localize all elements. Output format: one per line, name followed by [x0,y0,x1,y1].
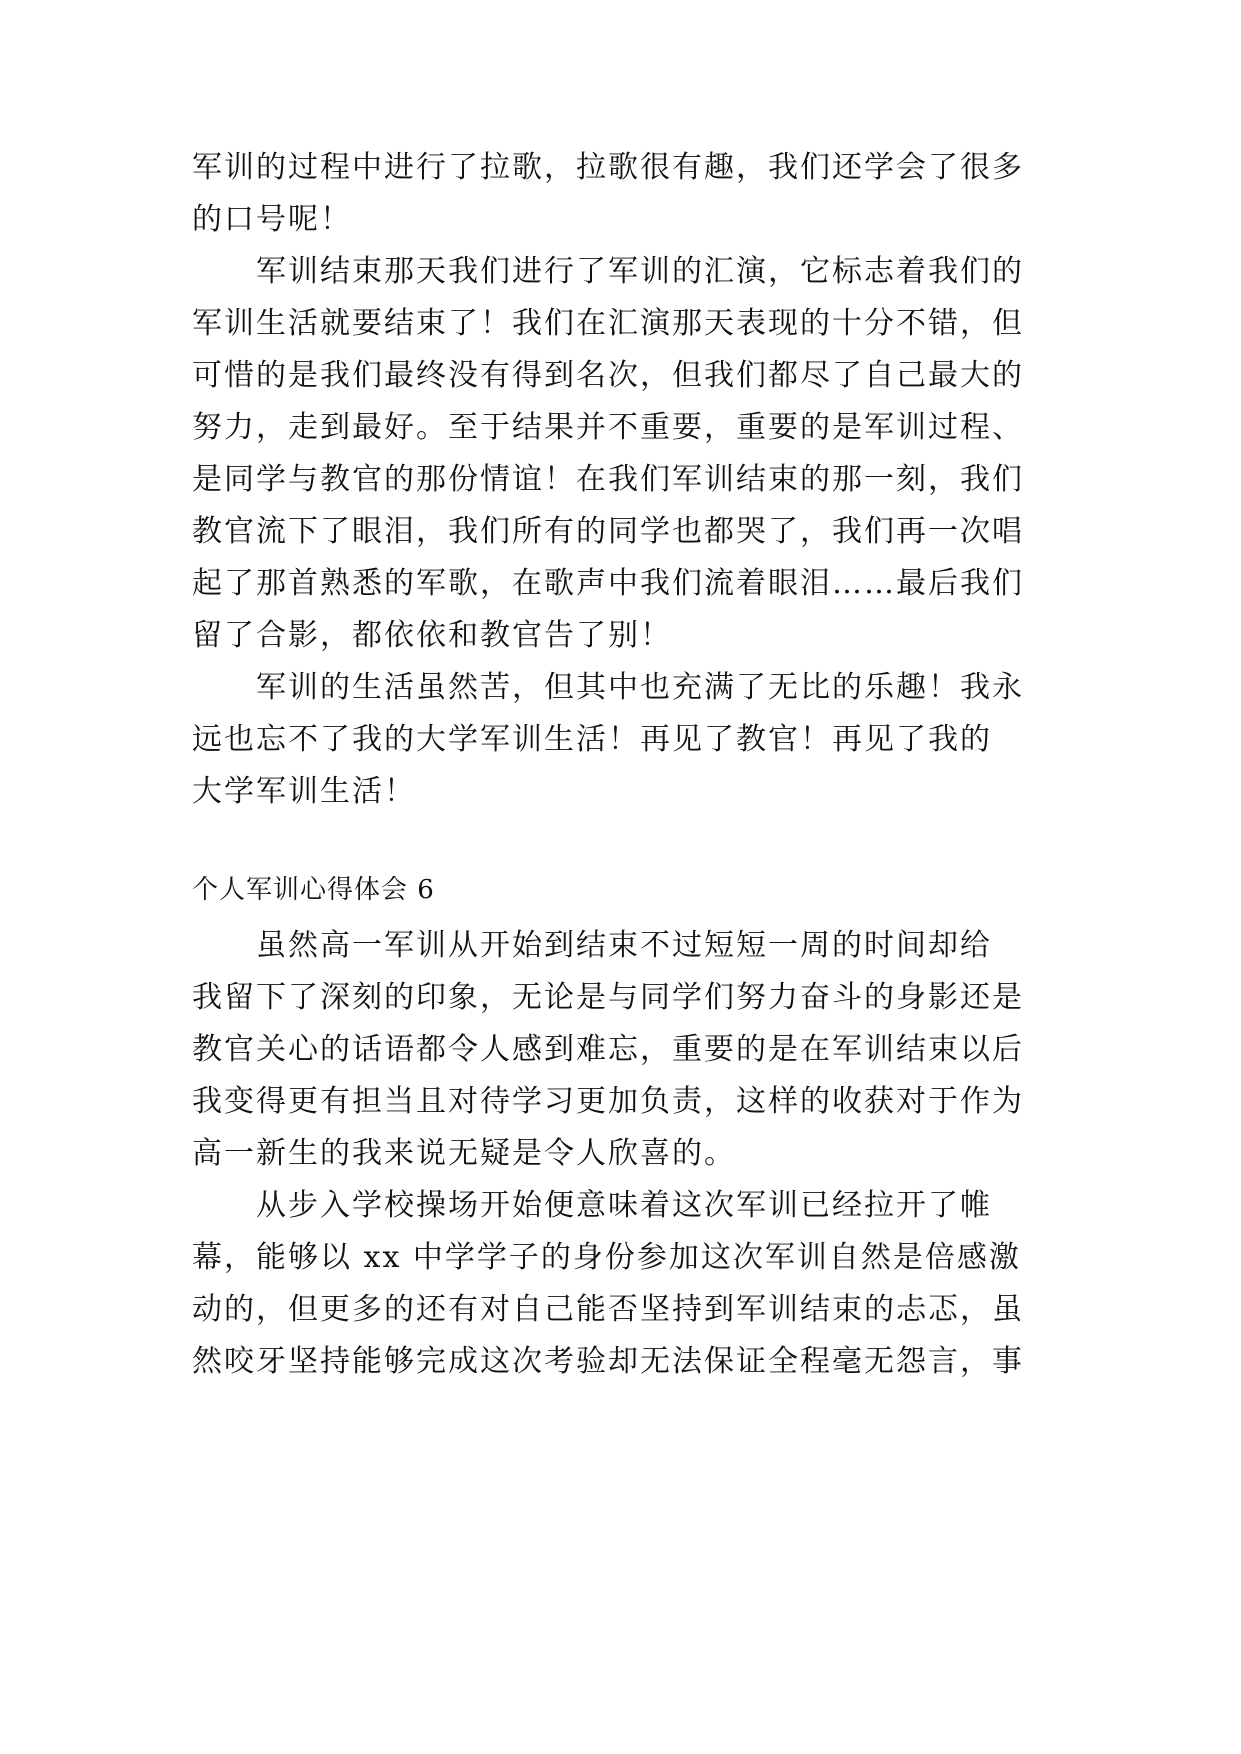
paragraph-line: 教官关心的话语都令人感到难忘，重要的是在军训结束以后 [192,1032,1024,1067]
paragraph-line: 是同学与教官的那份情谊！在我们军训结束的那一刻，我们 [192,462,1024,497]
paragraph-line: 可惜的是我们最终没有得到名次，但我们都尽了自己最大的 [192,358,1024,393]
paragraph-line: 军训结束那天我们进行了军训的汇演，它标志着我们的 [192,254,1024,289]
paragraph-line: 远也忘不了我的大学军训生活！再见了教官！再见了我的 [192,722,992,757]
paragraph-line: 高一新生的我来说无疑是令人欣喜的。 [192,1136,736,1171]
paragraph-line: 动的，但更多的还有对自己能否坚持到军训结束的忐忑，虽 [192,1292,1024,1327]
paragraph-line: 军训的生活虽然苦，但其中也充满了无比的乐趣！我永 [192,670,1024,705]
section-title: 个人军训心得体会 6 [192,875,435,905]
paragraph-line: 教官流下了眼泪，我们所有的同学也都哭了，我们再一次唱 [192,514,1024,549]
paragraph-line: 起了那首熟悉的军歌，在歌声中我们流着眼泪……最后我们 [192,566,1024,601]
paragraph-line: 从步入学校操场开始便意味着这次军训已经拉开了帷 [192,1188,992,1223]
paragraph-line: 虽然高一军训从开始到结束不过短短一周的时间却给 [192,928,992,963]
paragraph-line: 军训生活就要结束了！我们在汇演那天表现的十分不错，但 [192,306,1024,341]
paragraph-line: 我留下了深刻的印象，无论是与同学们努力奋斗的身影还是 [192,980,1024,1015]
paragraph-line: 我变得更有担当且对待学习更加负责，这样的收获对于作为 [192,1084,1024,1119]
paragraph-line: 的口号呢！ [192,202,352,237]
paragraph-line: 大学军训生活！ [192,774,416,809]
paragraph-line: 幕，能够以 xx 中学学子的身份参加这次军训自然是倍感激 [192,1240,1021,1275]
paragraph-line: 留了合影，都依依和教官告了别！ [192,618,672,653]
paragraph-line: 努力，走到最好。至于结果并不重要，重要的是军训过程、 [192,410,1024,445]
paragraph-line: 军训的过程中进行了拉歌，拉歌很有趣，我们还学会了很多 [192,150,1024,185]
paragraph-line: 然咬牙坚持能够完成这次考验却无法保证全程毫无怨言，事 [192,1344,1024,1379]
